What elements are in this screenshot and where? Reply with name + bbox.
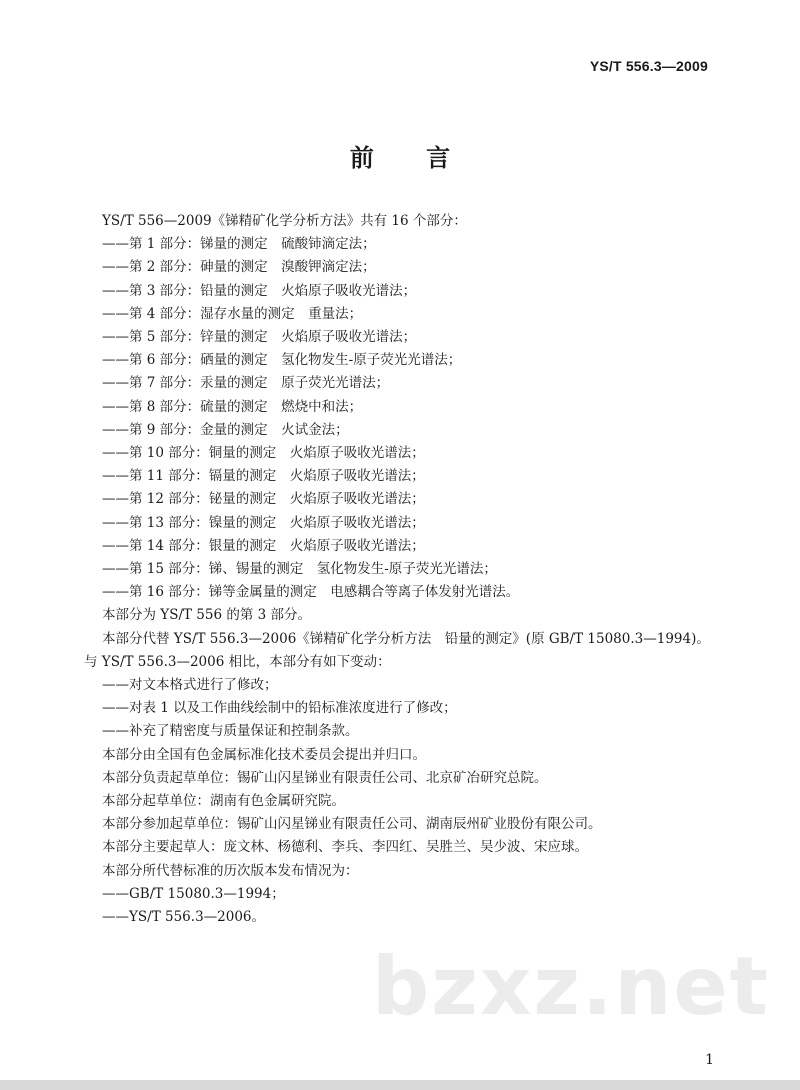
- list-item: ——第 1 部分：锑量的测定 硫酸铈滴定法；: [102, 236, 376, 253]
- parts-list: [84, 233, 744, 604]
- list-item: ——第 7 部分：汞量的测定 原子荧光光谱法；: [102, 375, 390, 392]
- list-item: ——第 5 部分：锌量的测定 火焰原子吸收光谱法；: [102, 329, 417, 346]
- standard-code: YS/T 556.3—2009: [589, 58, 708, 74]
- list-item: ——第 13 部分：镍量的测定 火焰原子吸收光谱法；: [102, 514, 425, 531]
- list-item: ——对文本格式进行了修改；: [102, 677, 278, 694]
- history-list: [84, 883, 744, 929]
- list-item: ——第 8 部分：硫量的测定 燃烧中和法；: [102, 398, 363, 415]
- list-item: ——第 15 部分：锑、锡量的测定 氢化物发生-原子荧光光谱法；: [102, 561, 497, 578]
- list-item: ——第 11 部分：镉量的测定 火焰原子吸收光谱法；: [102, 468, 425, 485]
- list-item: ——第 14 部分：银量的测定 火焰原子吸收光谱法；: [102, 537, 425, 554]
- list-item: ——第 6 部分：硒量的测定 氢化物发生-原子荧光光谱法；: [102, 352, 462, 369]
- changes-list: [84, 674, 744, 744]
- proposed-by-paragraph: 本部分由全国有色金属标准化技术委员会提出并归口。: [102, 746, 426, 763]
- list-item: ——对表 1 以及工作曲线绘制中的铅标准浓度进行了修改；: [102, 700, 457, 717]
- page-bottom-border: [0, 1080, 800, 1090]
- list-item: ——GB/T 15080.3—1994；: [102, 885, 285, 902]
- page-number: 1: [705, 1052, 714, 1068]
- list-item: ——第 2 部分：砷量的测定 溴酸钾滴定法；: [102, 259, 376, 276]
- list-item: ——第 16 部分：锑等金属量的测定 电感耦合等离子体发射光谱法。: [102, 584, 520, 601]
- this-part-paragraph: 本部分为 YS/T 556 的第 3 部分。: [102, 607, 312, 624]
- intro-paragraph: YS/T 556—2009《锑精矿化学分析方法》共有 16 个部分：: [102, 213, 467, 229]
- watermark: bzxz.net: [372, 940, 770, 1033]
- participating-units-paragraph: 本部分参加起草单位：锡矿山闪星锑业有限责任公司、湖南辰州矿业股份有限公司。: [102, 816, 602, 833]
- list-item: ——第 3 部分：铅量的测定 火焰原子吸收光谱法；: [102, 282, 417, 299]
- compare-paragraph: 与 YS/T 556.3—2006 相比，本部分有如下变动：: [84, 653, 391, 670]
- list-item: ——第 4 部分：湿存水量的测定 重量法；: [102, 305, 363, 322]
- page-title: 前 言: [349, 143, 473, 172]
- list-item: ——YS/T 556.3—2006。: [102, 909, 266, 926]
- main-drafters-paragraph: 本部分主要起草人：庞文林、杨德利、李兵、李四红、吴胜兰、吴少波、宋应球。: [102, 839, 588, 856]
- list-item: ——第 9 部分：金量的测定 火试金法；: [102, 421, 349, 438]
- list-item: ——第 10 部分：铜量的测定 火焰原子吸收光谱法；: [102, 445, 425, 462]
- drafting-unit-paragraph: 本部分起草单位：湖南有色金属研究院。: [102, 793, 345, 810]
- history-intro-paragraph: 本部分所代替标准的历次版本发布情况为：: [102, 862, 359, 879]
- list-item: ——第 12 部分：铋量的测定 火焰原子吸收光谱法；: [102, 491, 425, 508]
- document-body: [84, 210, 744, 929]
- replaces-paragraph: 本部分代替 YS/T 556.3—2006《锑精矿化学分析方法 铅量的测定》(原 GB/T 15080.3—1994)。: [102, 630, 710, 647]
- list-item: ——补充了精密度与质量保证和控制条款。: [102, 723, 359, 740]
- responsible-units-paragraph: 本部分负责起草单位：锡矿山闪星锑业有限责任公司、北京矿冶研究总院。: [102, 769, 548, 786]
